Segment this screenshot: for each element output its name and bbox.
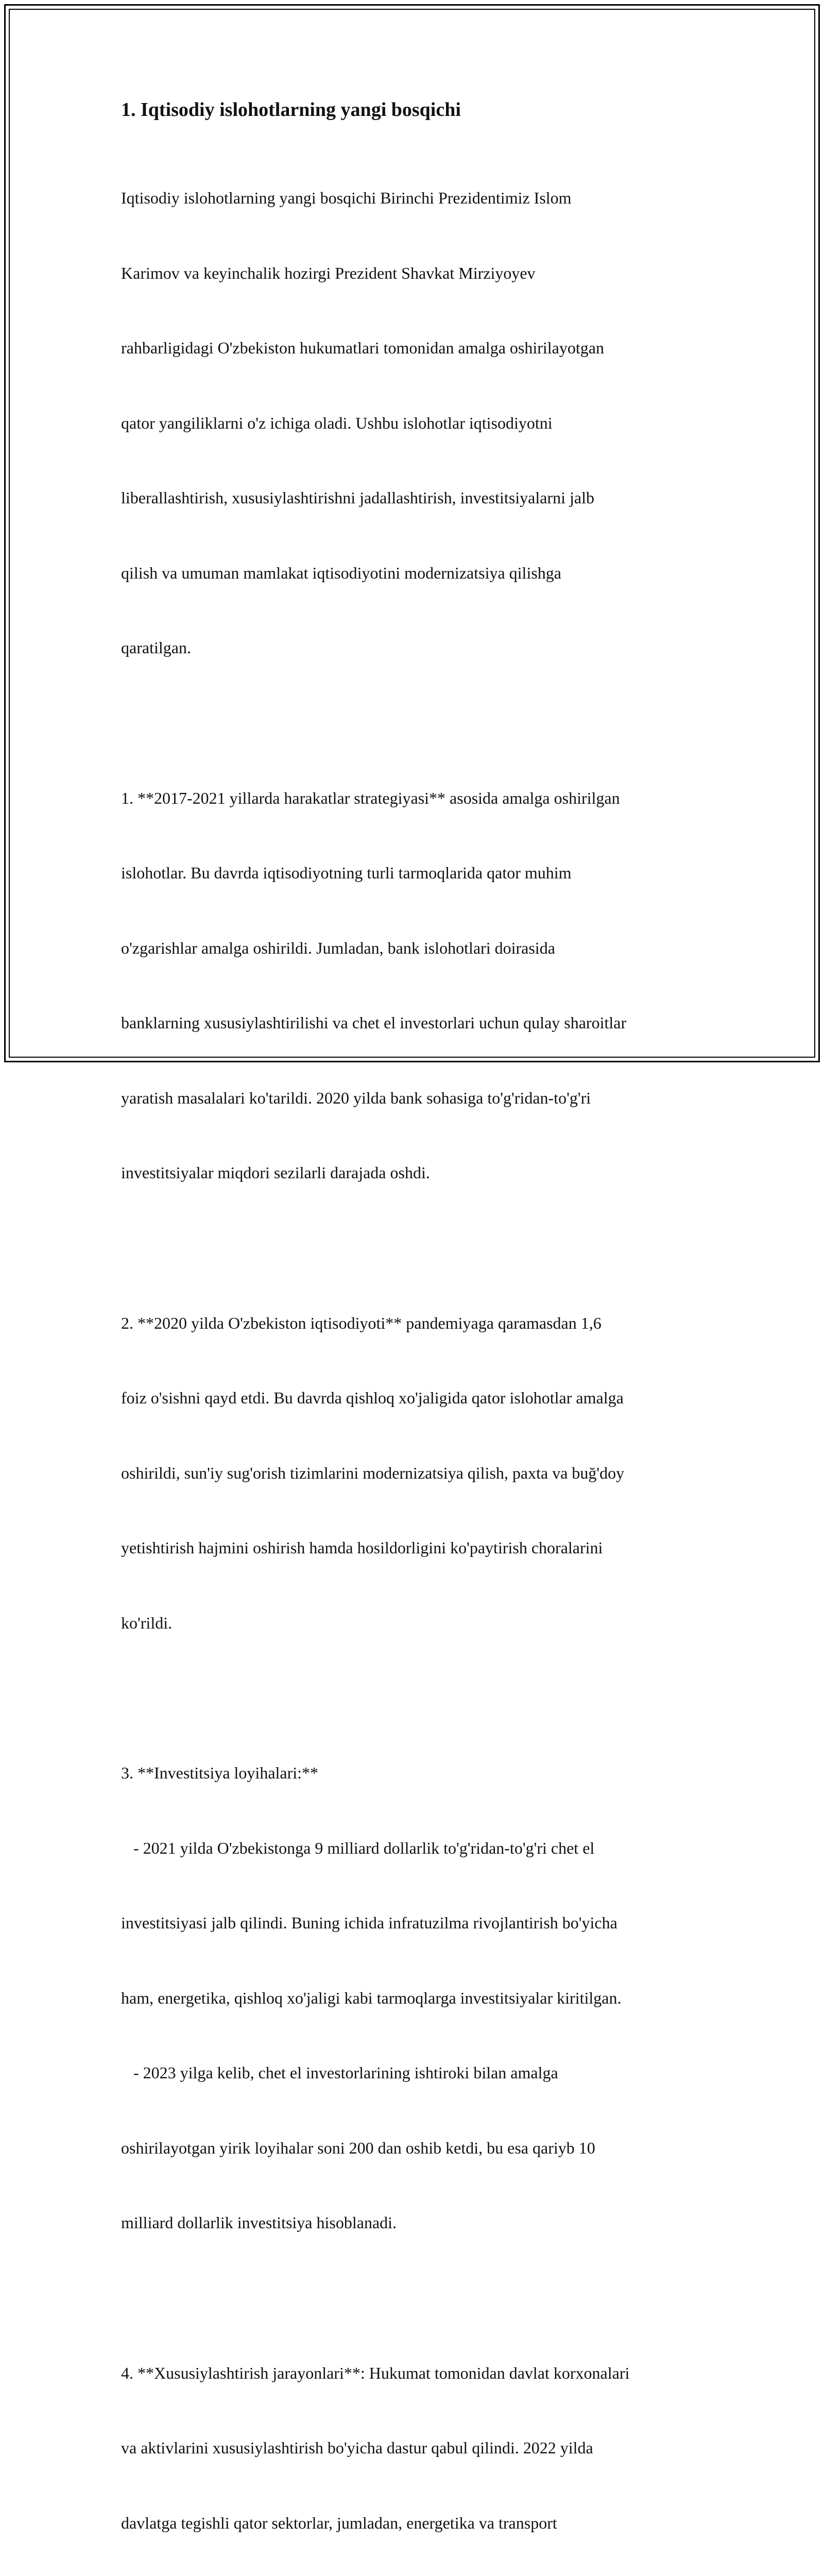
intro-paragraph (121, 135, 718, 710)
text-line: ko'rildi. (121, 1611, 718, 1636)
text-line: qator yangiliklarni o'z ichiga oladi. Ushbu islohotlar iqtisodiyotni (121, 411, 718, 436)
text-line: va aktivlarini xususiylashtirish bo'yicha dastur qabul qilindi. 2022 yilda (121, 2435, 718, 2461)
text-line: investitsiyasi jalb qilindi. Buning ichida infratuzilma rivojlantirish bo'yicha (121, 1910, 718, 1936)
text-line: Karimov va keyinchalik hozirgi Prezident Shavkat Mirziyoyev (121, 261, 718, 286)
text-line: Iqtisodiy islohotlarning yangi bosqichi Birinchi Prezidentimiz Islom (121, 185, 718, 211)
text-line: - 2023 yilga kelib, chet el investorlarining ishtiroki bilan amalga (121, 2060, 718, 2086)
text-line: milliard dollarlik investitsiya hisoblanadi. (121, 2210, 718, 2235)
list-item-strategy (121, 736, 718, 1235)
text-line: islohotlar. Bu davrda iqtisodiyotning turli tarmoqlarida qator muhim (121, 860, 718, 886)
text-line: yetishtirish hajmini oshirish hamda hosildorligini ko'paytirish choralarini (121, 1535, 718, 1561)
list-item-privatization (121, 2311, 718, 2576)
text-line: qaratilgan. (121, 635, 718, 660)
text-line: ham, energetika, qishloq xo'jaligi kabi tarmoqlarga investitsiyalar kiritilgan. (121, 1986, 718, 2011)
section-heading: 1. Iqtisodiy islohotlarning yangi bosqichi (121, 94, 718, 125)
text-line: rahbarligidagi O'zbekiston hukumatlari tomonidan amalga oshirilayotgan (121, 335, 718, 361)
text-line: qilish va umuman mamlakat iqtisodiyotini modernizatsiya qilishga (121, 561, 718, 586)
text-line: - 2021 yilda O'zbekistonga 9 milliard dollarlik to'g'ridan-to'g'ri chet el (121, 1836, 718, 1861)
text-line: oshirilayotgan yirik loyihalar soni 200 dan oshib ketdi, bu esa qariyb 10 (121, 2136, 718, 2161)
text-line: yaratish masalalari ko'tarildi. 2020 yilda bank sohasiga to'g'ridan-to'g'ri (121, 1086, 718, 1111)
text-line: banklarning xususiylashtirilishi va chet el investorlari uchun qulay sharoitlar (121, 1010, 718, 1036)
text-line: davlatga tegishli qator sektorlar, jumladan, energetika va transport (121, 2511, 718, 2536)
text-line: foiz o'sishni qayd etdi. Bu davrda qishloq xo'jaligida qator islohotlar amalga (121, 1385, 718, 1411)
text-line: 4. **Xususiylashtirish jarayonlari**: Hukumat tomonidan davlat korxonalari (121, 2361, 718, 2386)
text-line: liberallashtirish, xususiylashtirishni jadallashtirish, investitsiyalarni jalb (121, 485, 718, 511)
text-line: oshirildi, sun'iy sug'orish tizimlarini modernizatsiya qilish, paxta va buğ'doy (121, 1461, 718, 1486)
text-line: o'zgarishlar amalga oshirildi. Jumladan, bank islohotlari doirasida (121, 936, 718, 961)
text-line: investitsiyalar miqdori sezilarli darajada oshdi. (121, 1160, 718, 1185)
text-line: 1. **2017-2021 yillarda harakatlar strategiyasi** asosida amalga oshirilgan (121, 786, 718, 811)
document-body (121, 94, 718, 2576)
list-item-investment-projects (121, 1710, 718, 2285)
text-line: 2. **2020 yilda O'zbekiston iqtisodiyoti** pandemiyaga qaramasdan 1,6 (121, 1311, 718, 1336)
list-item-economy-2020 (121, 1261, 718, 1686)
text-line: 3. **Investitsiya loyihalari:** (121, 1760, 718, 1786)
